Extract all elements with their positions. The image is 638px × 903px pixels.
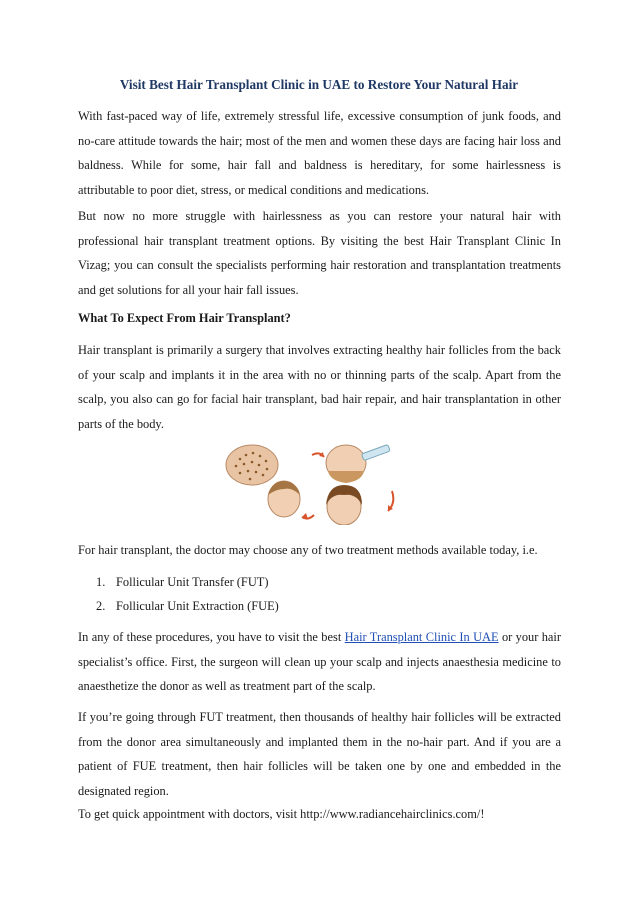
list-item: 1. Follicular Unit Transfer (FUT) [96,575,269,589]
clinic-link[interactable]: Hair Transplant Clinic In UAE [344,630,499,644]
clinic-paragraph: In any of these procedures, you have to visit the best Hair Transplant Clinic In UAE or your hair specialist’s office. First, the surgeon will clean up your scalp and injects anaesthesia medicine to anaesthetize the donor as well as treatment part of the scalp. [78,630,561,693]
procedure-paragraph: Hair transplant is primarily a surgery that involves extracting healthy hair follicles from the back of your scalp and implants it in the area with no or thinning parts of the scalp. Apart from the scalp, you also can go for facial hair transplant, bad hair repair, and hair transplantation in other parts of the body. [78,343,561,431]
methods-list [96,570,279,618]
methods-paragraph: For hair transplant, the doctor may choose any of two treatment methods available today, i.e. [78,543,538,557]
list-item: 2. Follicular Unit Extraction (FUE) [96,599,279,613]
intro-paragraph: With fast-paced way of life, extremely stressful life, excessive consumption of junk foods, and no-care attitude towards the hair; most of the men and women these days are facing hair loss and baldness. While for some, hair fall and baldness is hereditary, for some hairlessness is attributable to poor diet, stress, or medical conditions and medications. [78,109,561,197]
appointment-paragraph: To get quick appointment with doctors, visit http://www.radiancehairclinics.com/! [78,807,485,821]
hair-transplant-illustration-icon [222,441,416,525]
treatment-paragraph: If you’re going through FUT treatment, then thousands of healthy hair follicles will be extracted from the donor area simultaneously and implanted them in the no-hair part. And if you are a patient of FUE treatment, then hair follicles will be taken one by one and embedded in the designated region. [78,710,561,798]
restore-paragraph: But now no more struggle with hairlessness as you can restore your natural hair with professional hair transplant treatment options. By visiting the best Hair Transplant Clinic In Vizag; you can consult the specialists performing hair restoration and transplantation treatments and get solutions for all your hair fall issues. [78,209,561,297]
section-heading: What To Expect From Hair Transplant? [78,311,291,325]
document-title: Visit Best Hair Transplant Clinic in UAE to Restore Your Natural Hair [119,77,519,92]
